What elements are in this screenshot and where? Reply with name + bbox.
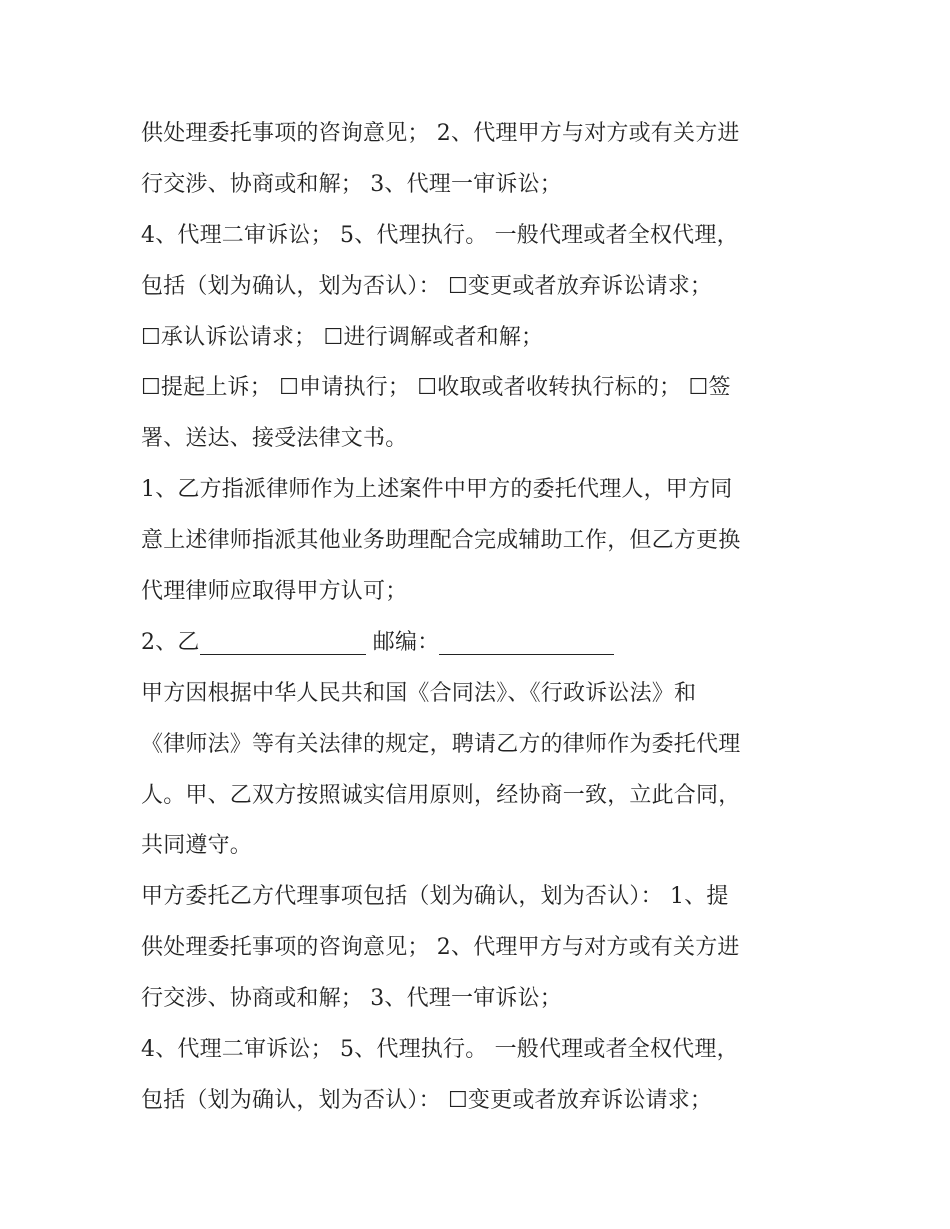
text-line: 共同遵守。 xyxy=(141,833,253,859)
text-line: 4、代理二审诉讼； 5、代理执行。 一般代理或者全权代理， xyxy=(141,1037,739,1063)
text-line: 供处理委托事项的咨询意见； 2、代理甲方与对方或有关方进 xyxy=(141,121,740,146)
blank-field-party-b[interactable] xyxy=(200,630,366,655)
text-line: 行交涉、协商或和解； 3、代理一审诉讼； xyxy=(141,986,562,1012)
fill-in-line xyxy=(141,618,831,669)
text-line: 意上述律师指派其他业务助理配合完成辅助工作，但乙方更换 xyxy=(141,528,741,554)
text-line: ☐提起上诉； ☐申请执行； ☐收取或者收转执行标的； ☐签 xyxy=(141,375,731,401)
text-line: 4、代理二审诉讼； 5、代理执行。 一般代理或者全权代理， xyxy=(141,222,739,248)
text-line: 包括（划为确认，划为否认）： ☐变更或者放弃诉讼请求； xyxy=(141,1087,713,1113)
text-line: 甲方委托乙方代理事项包括（划为确认，划为否认）： 1、提 xyxy=(141,884,729,910)
document-body xyxy=(141,109,831,1127)
fill-in-middle: 邮编： xyxy=(365,629,440,655)
fill-in-prefix: 2、乙 xyxy=(141,629,200,655)
text-line: 人。甲、乙双方按照诚实信用原则，经协商一致，立此合同， xyxy=(141,782,741,808)
text-line: 包括（划为确认，划为否认）： ☐变更或者放弃诉讼请求； xyxy=(141,273,713,299)
blank-field-postcode[interactable] xyxy=(439,630,614,655)
text-line: 代理律师应取得甲方认可； xyxy=(141,579,408,605)
text-line: 行交涉、协商或和解； 3、代理一审诉讼； xyxy=(141,171,562,197)
text-line: 供处理委托事项的咨询意见； 2、代理甲方与对方或有关方进 xyxy=(141,935,740,961)
text-line: 1、乙方指派律师作为上述案件中甲方的委托代理人，甲方同 xyxy=(141,477,733,503)
text-line: 《律师法》等有关法律的规定，聘请乙方的律师作为委托代理 xyxy=(141,731,741,757)
text-line: 甲方因根据中华人民共和国《合同法》、《行政诉讼法》和 xyxy=(141,680,697,706)
text-line: 署、送达、接受法律文书。 xyxy=(141,426,408,452)
text-line: ☐承认诉讼请求； ☐进行调解或者和解； xyxy=(141,324,544,350)
